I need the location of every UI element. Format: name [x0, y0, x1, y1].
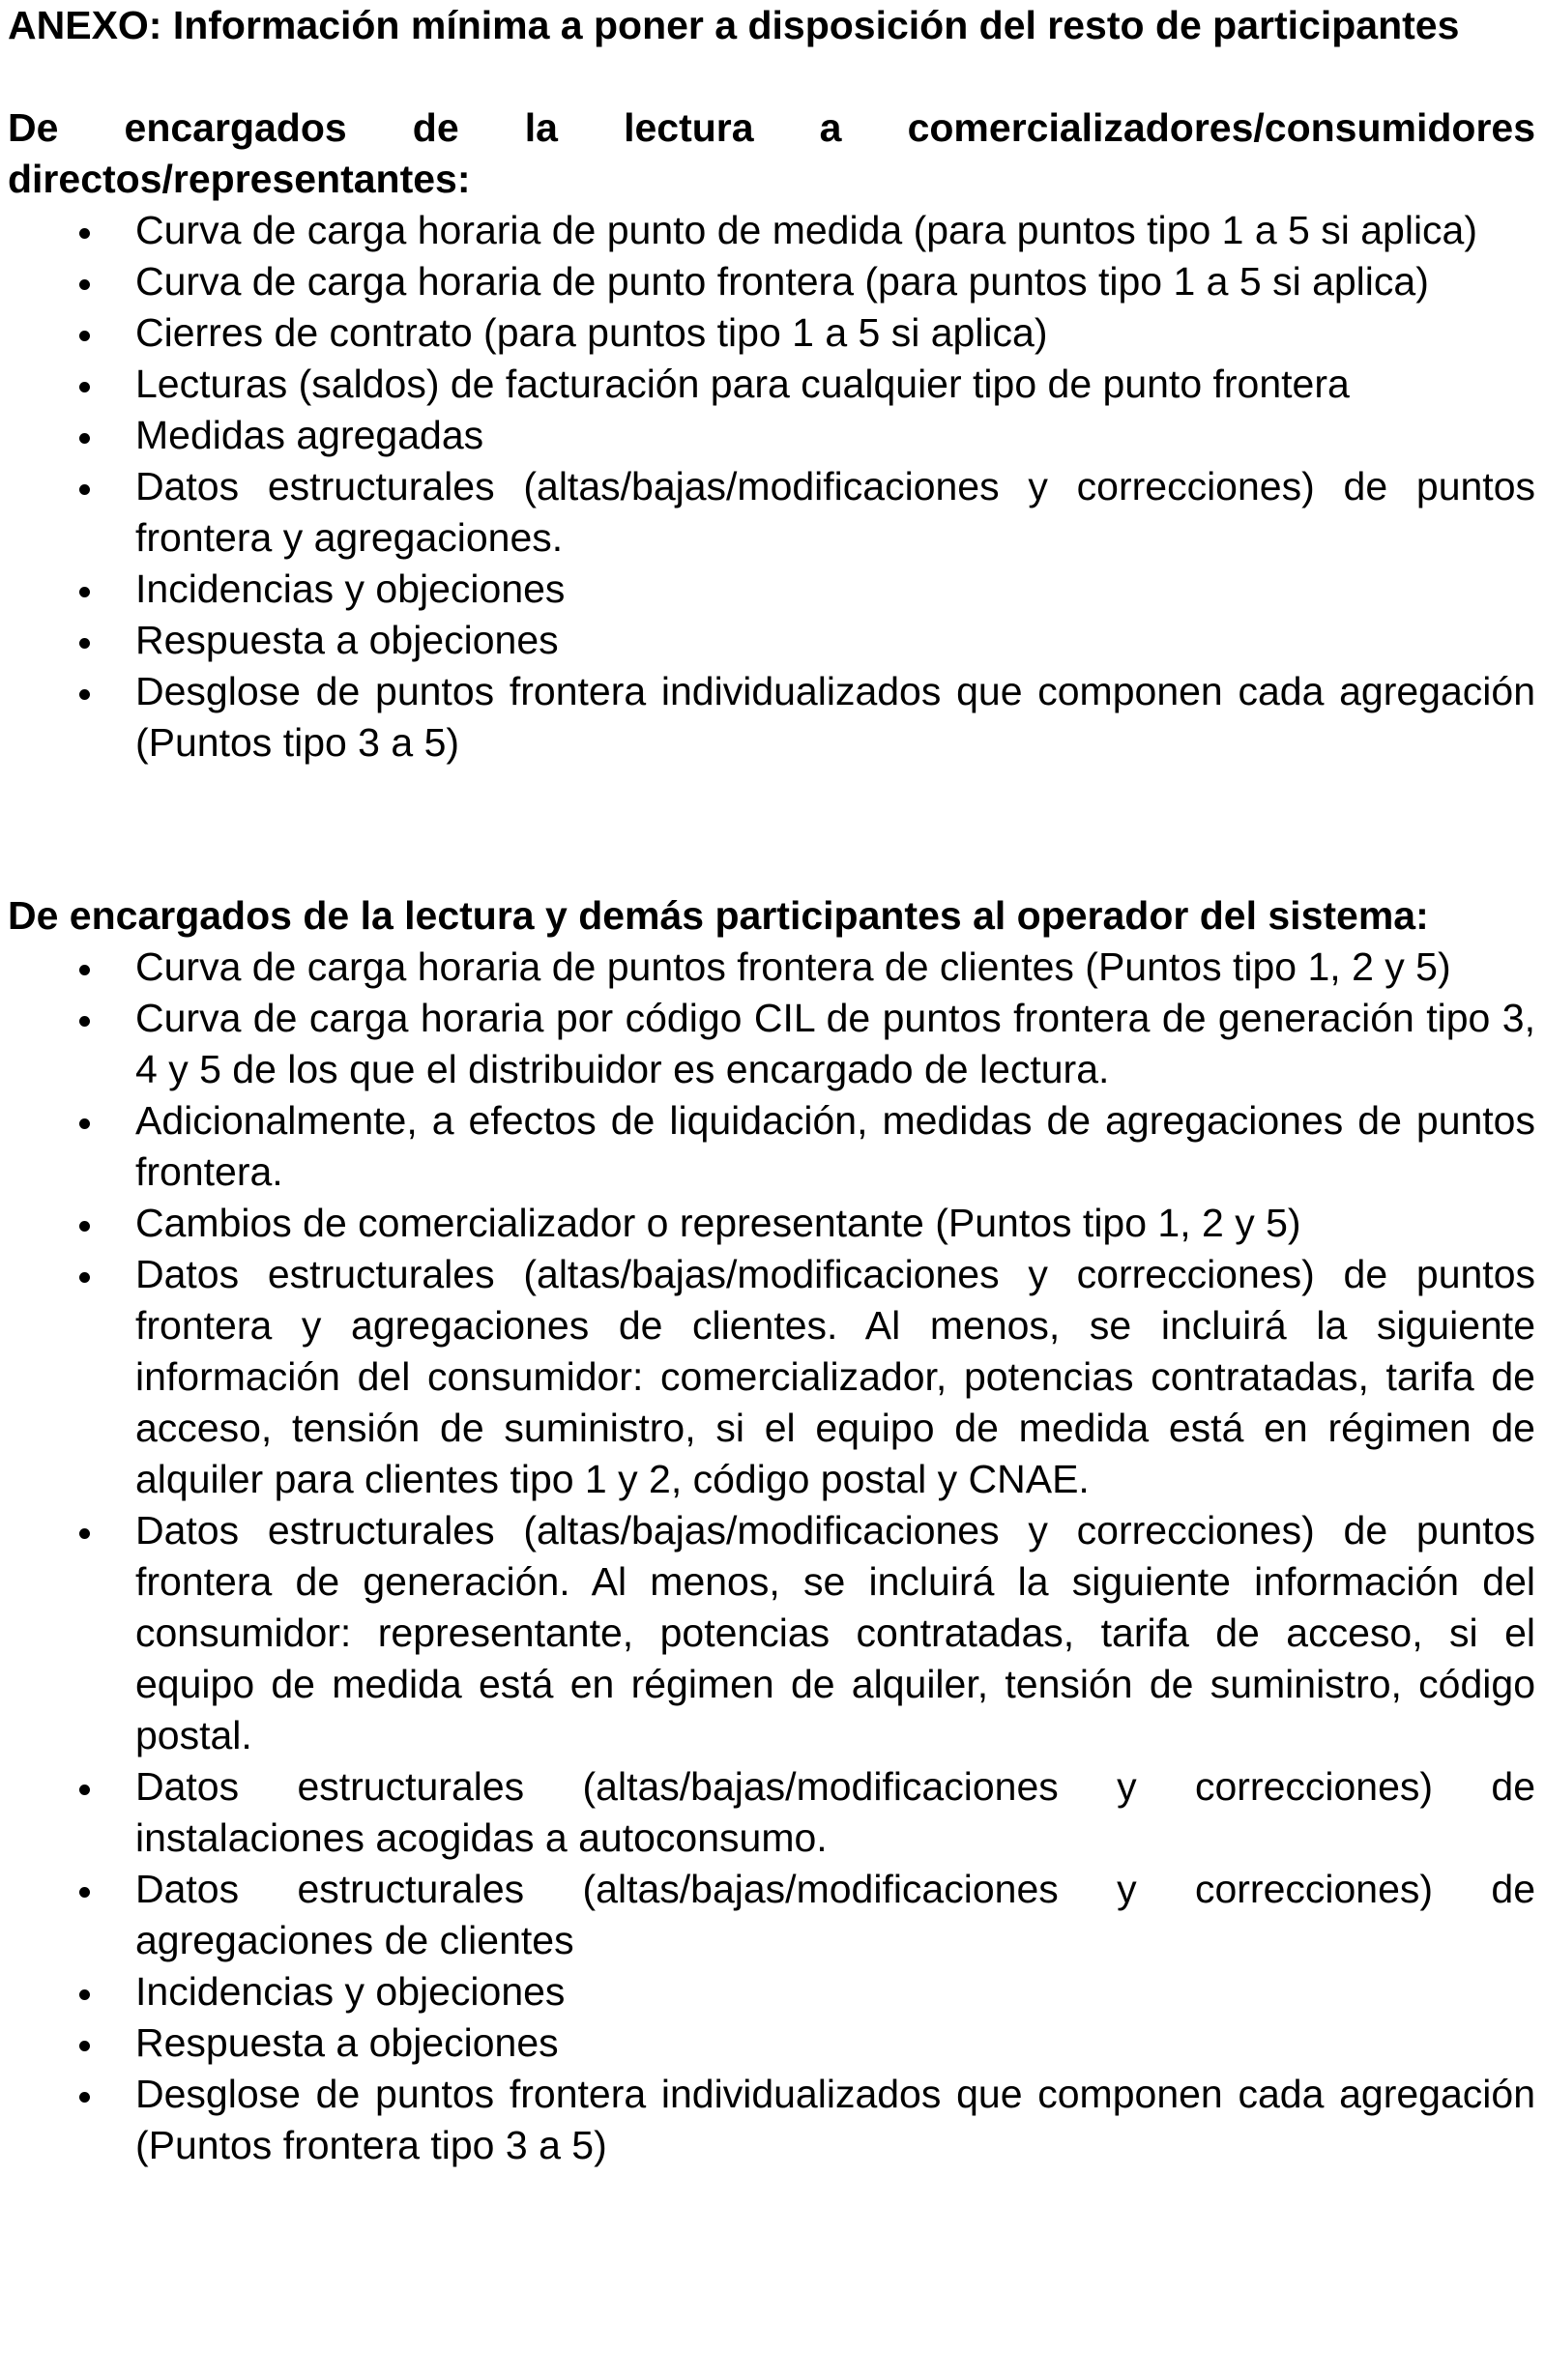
list-item	[8, 205, 1535, 256]
list-item-text: Datos estructurales (altas/bajas/modificaciones y correcciones) de puntos frontera de generación. Al menos, se incluirá la siguiente información del consumidor: representante, potencias contratadas, tarifa de acceso, si el equipo de medida está en régimen de alquiler, tensión de suministro, código postal.	[135, 1508, 1535, 1757]
bullet-icon	[79, 638, 90, 649]
bullet-icon	[79, 484, 90, 495]
list-item-text: Cambios de comercializador o representante (Puntos tipo 1, 2 y 5)	[135, 1201, 1301, 1245]
bullet-icon	[79, 1785, 90, 1795]
list-item	[8, 2017, 1535, 2069]
list-item	[8, 2069, 1535, 2171]
list-item	[8, 1249, 1535, 1505]
section1-heading: De encargados de la lectura a comercializadores/consumidores directos/representantes:	[8, 105, 1535, 201]
list-item	[8, 666, 1535, 769]
list-item	[8, 410, 1535, 461]
list-item-text: Datos estructurales (altas/bajas/modificaciones y correcciones) de puntos frontera y agregaciones.	[135, 464, 1535, 560]
bullet-icon	[79, 228, 90, 239]
list-item-text: Respuesta a objeciones	[135, 618, 559, 662]
bullet-icon	[79, 689, 90, 700]
bullet-icon	[79, 2092, 90, 2103]
list-item-text: Incidencias y objeciones	[135, 566, 566, 611]
list-item	[8, 615, 1535, 666]
list-item	[8, 564, 1535, 615]
section1-list	[8, 205, 1535, 769]
list-item	[8, 1198, 1535, 1249]
bullet-icon	[79, 1989, 90, 2000]
section-readers-to-retailers	[8, 102, 1535, 769]
bullet-icon	[79, 2041, 90, 2051]
bullet-icon	[79, 1016, 90, 1027]
list-item-text: Curva de carga horaria de puntos frontera de clientes (Puntos tipo 1, 2 y 5)	[135, 944, 1451, 989]
list-item	[8, 942, 1535, 993]
bullet-icon	[79, 1118, 90, 1129]
list-item	[8, 307, 1535, 359]
list-item	[8, 993, 1535, 1095]
list-item	[8, 1095, 1535, 1198]
list-item-text: Datos estructurales (altas/bajas/modificaciones y correcciones) de puntos frontera y agregaciones de clientes. Al menos, se incluirá la siguiente información del consumidor: comercializador, potencias contratadas, tarifa de acceso, tensión de suministro, si el equipo de medida está en régimen de alquiler para clientes tipo 1 y 2, código postal y CNAE.	[135, 1252, 1535, 1501]
bullet-icon	[79, 1887, 90, 1898]
list-item	[8, 1864, 1535, 1966]
list-item-text: Adicionalmente, a efectos de liquidación, medidas de agregaciones de puntos frontera.	[135, 1098, 1535, 1194]
bullet-icon	[79, 965, 90, 975]
list-item-text: Curva de carga horaria de punto frontera (para puntos tipo 1 a 5 si aplica)	[135, 259, 1429, 304]
list-item-text: Curva de carga horaria por código CIL de puntos frontera de generación tipo 3, 4 y 5 de los que el distribuidor es encargado de lectura.	[135, 996, 1535, 1091]
bullet-icon	[79, 1221, 90, 1232]
list-item-text: Medidas agregadas	[135, 413, 484, 457]
bullet-icon	[79, 587, 90, 597]
list-item	[8, 461, 1535, 564]
list-item	[8, 256, 1535, 307]
bullet-icon	[79, 1528, 90, 1539]
list-item-text: Respuesta a objeciones	[135, 2020, 559, 2065]
list-item-text: Curva de carga horaria de punto de medida (para puntos tipo 1 a 5 si aplica)	[135, 208, 1478, 252]
list-item-text: Desglose de puntos frontera individualizados que componen cada agregación (Puntos frontera tipo 3 a 5)	[135, 2072, 1535, 2167]
section2-list	[8, 942, 1535, 2171]
list-item	[8, 1505, 1535, 1761]
bullet-icon	[79, 279, 90, 290]
section-readers-to-system-operator	[8, 890, 1535, 2171]
list-item-text: Lecturas (saldos) de facturación para cualquier tipo de punto frontera	[135, 362, 1350, 406]
list-item	[8, 1966, 1535, 2017]
section2-heading: De encargados de la lectura y demás participantes al operador del sistema:	[8, 893, 1429, 938]
list-item	[8, 1761, 1535, 1864]
bullet-icon	[79, 1272, 90, 1283]
list-item-text: Cierres de contrato (para puntos tipo 1 a 5 si aplica)	[135, 310, 1048, 355]
bullet-icon	[79, 331, 90, 341]
bullet-icon	[79, 433, 90, 444]
list-item	[8, 359, 1535, 410]
list-item-text: Datos estructurales (altas/bajas/modificaciones y correcciones) de agregaciones de clientes	[135, 1867, 1535, 1962]
list-item-text: Desglose de puntos frontera individualizados que componen cada agregación (Puntos tipo 3 a 5)	[135, 669, 1535, 765]
bullet-icon	[79, 382, 90, 392]
list-item-text: Incidencias y objeciones	[135, 1969, 566, 2014]
annex-title: ANEXO: Información mínima a poner a disposición del resto de participantes	[8, 3, 1460, 47]
list-item-text: Datos estructurales (altas/bajas/modificaciones y correcciones) de instalaciones acogidas a autoconsumo.	[135, 1764, 1535, 1860]
